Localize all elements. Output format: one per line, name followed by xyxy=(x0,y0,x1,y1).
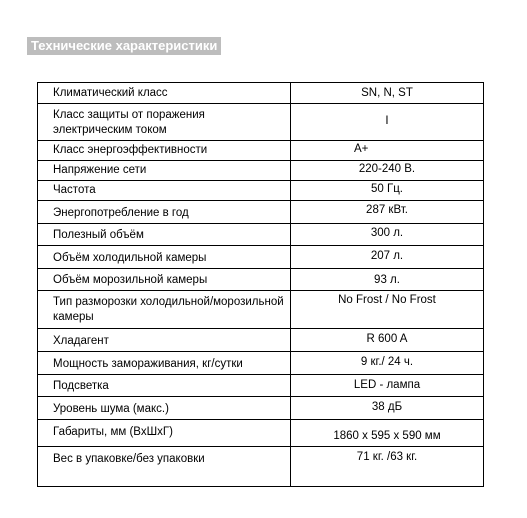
value-cell xyxy=(291,291,484,329)
param-label: Класс защиты от поражения электрическим током xyxy=(53,109,205,136)
param-cell xyxy=(38,246,291,269)
section-title: Технические характеристики xyxy=(27,37,221,55)
param-value: 1860 x 595 x 590 мм xyxy=(333,430,441,442)
param-value: LED - лампа xyxy=(353,379,421,391)
param-value: 207 л. xyxy=(370,250,404,262)
param-value: 71 кг. /63 кг. xyxy=(356,451,418,463)
param-label: Климатический класс xyxy=(53,87,168,99)
param-cell xyxy=(38,447,291,487)
value-cell xyxy=(291,161,484,181)
param-label: Объём морозильной камеры xyxy=(53,274,208,286)
table-row xyxy=(38,246,484,269)
value-cell xyxy=(291,246,484,269)
param-label: Тип разморозки холодильной/морозильной камеры xyxy=(53,296,284,323)
value-cell xyxy=(291,83,484,104)
specifications-table xyxy=(37,82,484,487)
param-label: Частота xyxy=(53,184,96,196)
param-value: No Frost / No Frost xyxy=(338,294,436,306)
table-row xyxy=(38,181,484,201)
param-value: I xyxy=(385,115,389,127)
param-label: Вес в упаковке/без упаковки xyxy=(53,453,205,465)
param-label: Энергопотребление в год xyxy=(53,207,189,219)
param-value: 287 кВт. xyxy=(366,204,408,216)
param-value: SN, N, ST xyxy=(361,87,413,99)
param-cell xyxy=(38,329,291,352)
value-cell xyxy=(291,375,484,397)
table-row xyxy=(38,201,484,224)
table-row xyxy=(38,447,484,487)
value-cell xyxy=(291,352,484,375)
param-value: 50 Гц. xyxy=(371,183,403,195)
table-row xyxy=(38,141,484,161)
table-row xyxy=(38,269,484,291)
param-value: R 600 A xyxy=(366,333,408,345)
param-cell xyxy=(38,83,291,104)
param-cell xyxy=(38,352,291,375)
table-row xyxy=(38,375,484,397)
value-cell xyxy=(291,397,484,420)
param-label: Хладагент xyxy=(53,335,109,347)
table-row xyxy=(38,291,484,329)
param-value: 300 л. xyxy=(370,227,404,239)
param-cell xyxy=(38,269,291,291)
param-value: A+ xyxy=(354,143,369,155)
table-row xyxy=(38,352,484,375)
table-row xyxy=(38,397,484,420)
value-cell xyxy=(291,447,484,487)
value-cell xyxy=(291,329,484,352)
value-cell xyxy=(291,269,484,291)
param-label: Объём холодильной камеры xyxy=(53,252,207,264)
value-cell xyxy=(291,224,484,246)
param-value: 93 л. xyxy=(374,274,400,286)
param-cell xyxy=(38,141,291,161)
value-cell xyxy=(291,201,484,224)
param-cell xyxy=(38,104,291,141)
param-label: Полезный объём xyxy=(53,229,144,241)
table-row xyxy=(38,161,484,181)
value-cell xyxy=(291,181,484,201)
param-cell xyxy=(38,201,291,224)
param-label: Мощность замораживания, кг/сутки xyxy=(53,358,243,370)
param-cell xyxy=(38,420,291,447)
param-cell xyxy=(38,224,291,246)
table-row xyxy=(38,420,484,447)
param-value: 220-240 В. xyxy=(358,163,416,175)
table-row xyxy=(38,329,484,352)
param-cell xyxy=(38,181,291,201)
param-label: Класс энергоэффективности xyxy=(53,144,208,156)
param-cell xyxy=(38,291,291,329)
param-value: 38 дБ xyxy=(371,401,403,413)
param-value: 9 кг./ 24 ч. xyxy=(360,356,414,368)
value-cell xyxy=(291,104,484,141)
param-label: Габариты, мм (ВхШхГ) xyxy=(53,426,173,438)
param-label: Уровень шума (макс.) xyxy=(53,403,169,415)
value-cell xyxy=(291,420,484,447)
table-row xyxy=(38,224,484,246)
table-row xyxy=(38,83,484,104)
param-cell xyxy=(38,161,291,181)
param-label: Подсветка xyxy=(53,380,109,392)
value-cell xyxy=(291,141,484,161)
param-cell xyxy=(38,397,291,420)
param-label: Напряжение сети xyxy=(53,164,147,176)
table-row xyxy=(38,104,484,141)
param-cell xyxy=(38,375,291,397)
